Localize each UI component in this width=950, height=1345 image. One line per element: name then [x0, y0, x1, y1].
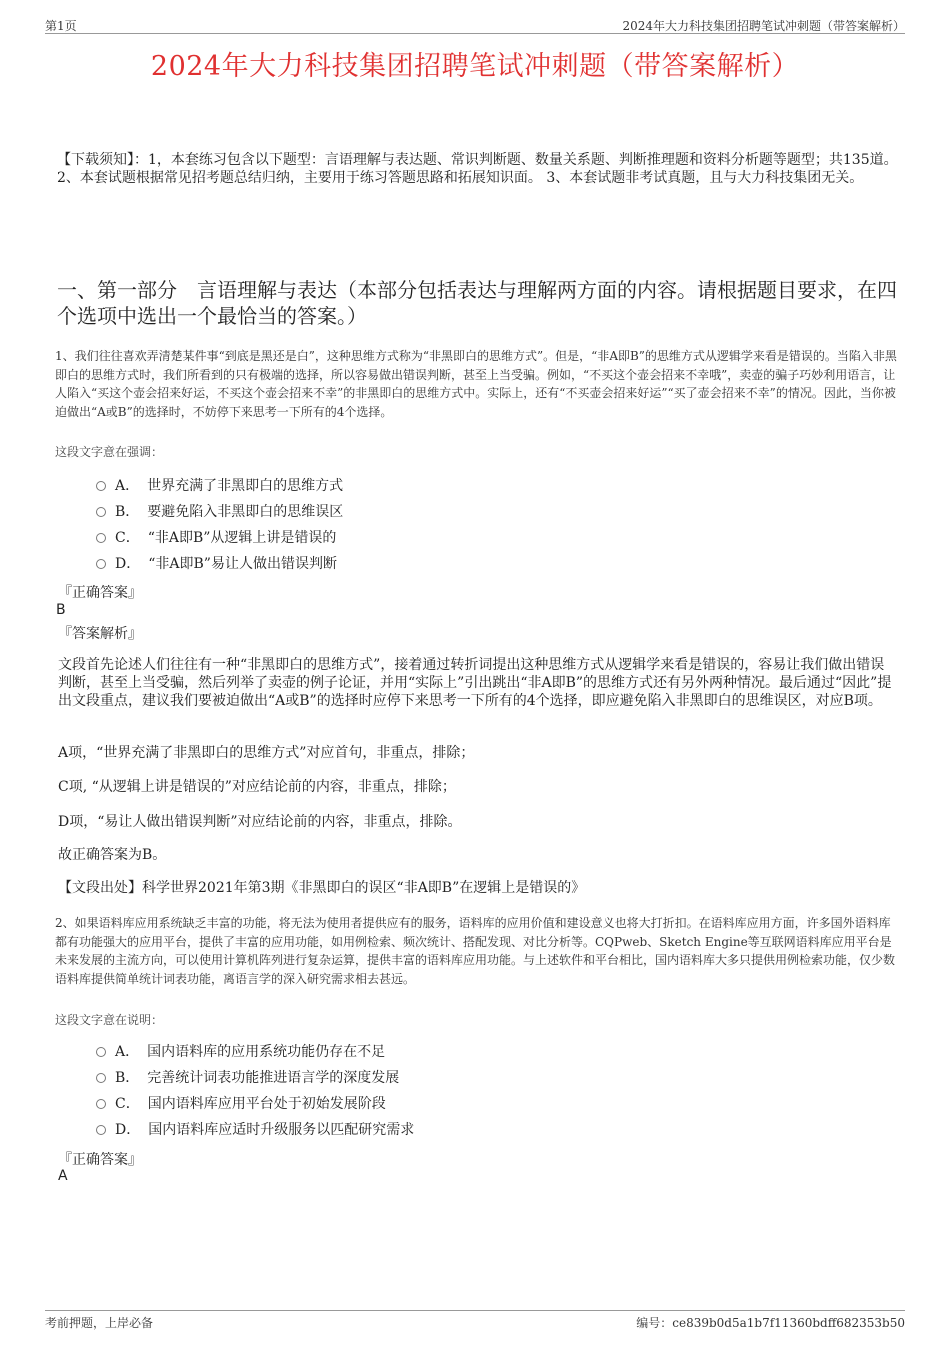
question-2-option-c[interactable]: C． 国内语料库应用平台处于初始发展阶段	[96, 1095, 386, 1113]
header-page-number: 第1页	[45, 19, 77, 33]
footer-divider	[45, 1310, 905, 1311]
radio-icon[interactable]	[96, 533, 106, 543]
question-1-option-a[interactable]: A． 世界充满了非黑即白的思维方式	[96, 477, 343, 495]
radio-icon[interactable]	[96, 481, 106, 491]
radio-icon[interactable]	[96, 1125, 106, 1135]
question-2-answer: A	[58, 1168, 68, 1184]
radio-icon[interactable]	[96, 507, 106, 517]
question-1-analysis-main: 文段首先论述人们往往有一种“非黑即白的思维方式”，接着通过转折词提出这种思维方式从逻辑学来看是错误的，容易让我们做出错误判断，甚至上当受骗，然后列举了卖壶的例子论证，并用“实际上”引出跳出“非A即B”的思维方式还有另外两种情况。最后通过“因此”提出文段重点，建议我们要被迫做出“A或B”的选择时应停下来思考一下所有的4个选择，即应避免陷入非黑即白的思维误区，对应B项。	[58, 657, 892, 709]
radio-icon[interactable]	[96, 1099, 106, 1109]
question-2-option-d[interactable]: D． 国内语料库应适时升级服务以匹配研究需求	[96, 1121, 414, 1139]
question-1-analysis-c: C项, “从逻辑上讲是错误的”对应结论前的内容，非重点，排除；	[58, 779, 456, 795]
question-1-analysis-a: A项，“世界充满了非黑即白的思维方式”对应首句，非重点，排除；	[58, 745, 475, 761]
question-1-option-b[interactable]: B． 要避免陷入非黑即白的思维误区	[96, 503, 343, 521]
download-notice: 【下载须知】：1，本套练习包含以下题型：言语理解与表达题、常识判断题、数量关系题、判断推理题和资料分析题等题型；共135道。 2、本套试题根据常见招考题总结归纳，主要用于练习答题思路和拓展知识面。 3、本套试题非考试真题，且与大力科技集团无关。	[57, 152, 898, 186]
footer-slogan: 考前押题，上岸必备	[45, 1316, 154, 1330]
question-2-prompt: 这段文字意在说明：	[55, 1013, 164, 1027]
section-heading: 一、第一部分 言语理解与表达（本部分包括表达与理解两方面的内容。请根据题目要求，在四个选项中选出一个最恰当的答案。）	[57, 278, 897, 328]
radio-icon[interactable]	[96, 1073, 106, 1083]
radio-icon[interactable]	[96, 559, 106, 569]
question-1-analysis-d: D项，“易让人做出错误判断”对应结论前的内容，非重点，排除。	[58, 814, 462, 830]
question-1-prompt: 这段文字意在强调：	[55, 445, 164, 459]
question-2-answer-heading: 『正确答案』	[58, 1152, 142, 1168]
header-doc-title: 2024年大力科技集团招聘笔试冲刺题（带答案解析）	[622, 19, 905, 33]
question-1-option-d[interactable]: D． “非A即B”易让人做出错误判断	[96, 555, 337, 573]
question-2-option-a[interactable]: A． 国内语料库的应用系统功能仍存在不足	[96, 1043, 385, 1061]
radio-icon[interactable]	[96, 1047, 106, 1057]
question-2-option-b[interactable]: B． 完善统计词表功能推进语言学的深度发展	[96, 1069, 399, 1087]
question-1-analysis-heading: 『答案解析』	[58, 626, 142, 642]
question-1-stem: 1、我们往往喜欢弄清楚某件事“到底是黑还是白”，这种思维方式称为“非黑即白的思维方式”。但是，“非A即B”的思维方式从逻辑学来看是错误的。当陷入非黑即白的思维方式时，我们所看到的只有极端的选择，所以容易做出错误判断，甚至上当受骗。例如，“不买这个壶会招来不幸哦”，卖壶的骗子巧妙利用语言，让人陷入“买这个壶会招来好运，不买这个壶会招来不幸”的非黑即白的思维方式中。实际上，还有“不买壶会招来好运”“买了壶会招来不幸”的情况。因此，当你被迫做出“A或B”的选择时，不妨停下来思考一下所有的4个选择。	[55, 349, 897, 419]
page-title: 2024年大力科技集团招聘笔试冲刺题（带答案解析）	[150, 51, 800, 82]
question-1-source: 【文段出处】科学世界2021年第3期《非黑即白的误区“非A即B”在逻辑上是错误的》	[58, 880, 586, 896]
question-1-answer: B	[56, 602, 66, 618]
question-1-answer-heading: 『正确答案』	[58, 585, 142, 601]
header-divider	[45, 33, 905, 34]
question-2-stem: 2、如果语料库应用系统缺乏丰富的功能，将无法为使用者提供应有的服务，语料库的应用价值和建设意义也将大打折扣。在语料库应用方面，许多国外语料库都有功能强大的应用平台，提供了丰富的应用功能，如用例检索、频次统计、搭配发现、对比分析等。CQPweb、Sketch Engine等互联网语料库应用平台是未来发展的主流方向，可以使用计算机阵列进行复杂运算，提供丰富的语料库应用功能。与上述软件和平台相比，国内语料库大多只提供用例检索功能，仅少数语料库提供简单统计词表功能，离语言学的深入研究需求相去甚远。	[55, 916, 896, 986]
question-1-option-c[interactable]: C． “非A即B”从逻辑上讲是错误的	[96, 529, 336, 547]
footer-serial: 编号：ce839b0d5a1b7f11360bdff682353b50	[636, 1316, 905, 1330]
question-1-analysis-conclusion: 故正确答案为B。	[58, 847, 167, 863]
